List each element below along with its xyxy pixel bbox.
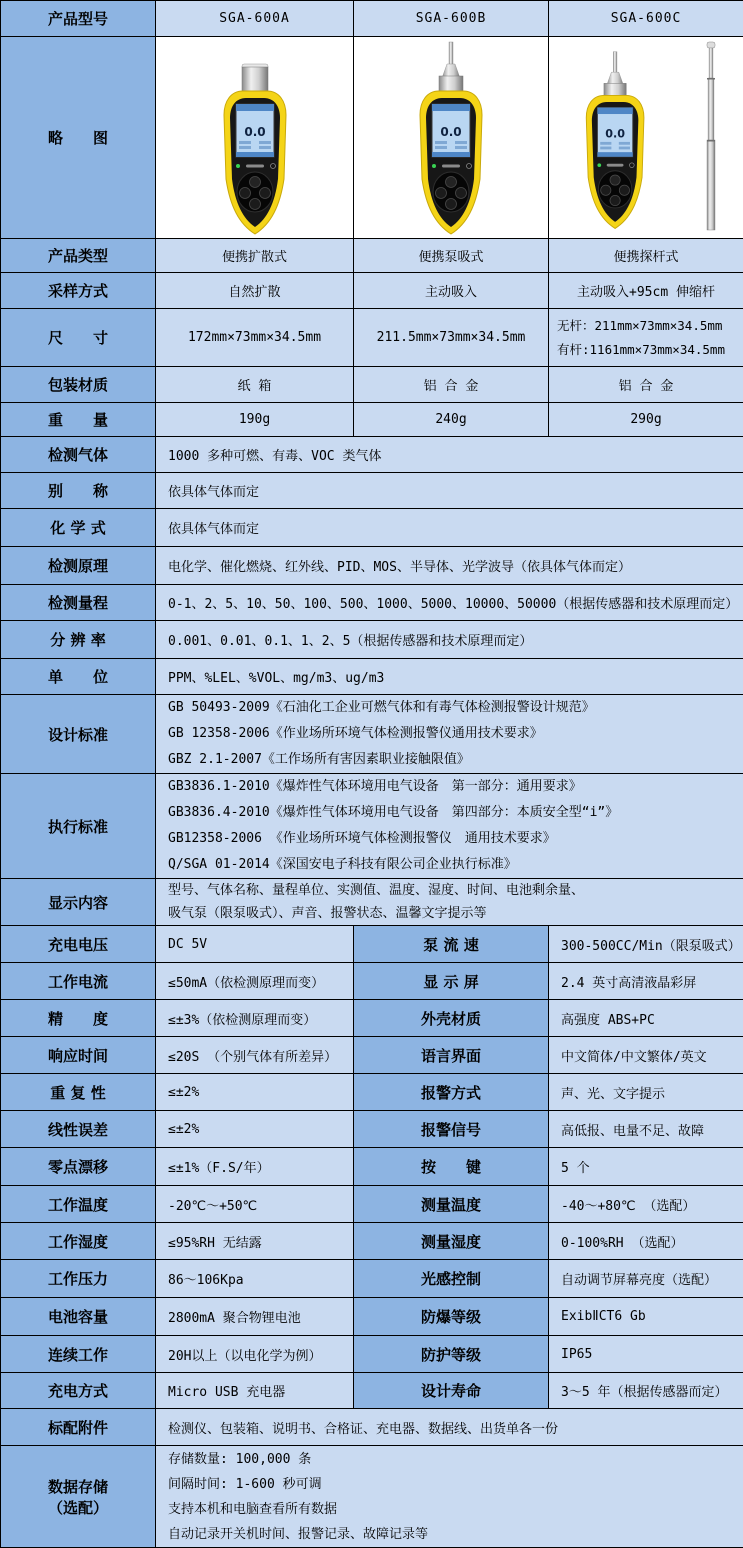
spec-value-cell: 0-100%RH （选配） bbox=[549, 1223, 743, 1260]
row-working-humidity-measure-humidity bbox=[1, 1223, 743, 1260]
spec-label-cell bbox=[1, 1446, 156, 1548]
led-indicator bbox=[597, 163, 601, 167]
spec-label-cell: 单 位 bbox=[1, 659, 156, 695]
row-repeatability-alarm-mode bbox=[1, 1074, 743, 1111]
model-b: SGA-600B bbox=[354, 1, 549, 37]
spec-label-cell: 光感控制 bbox=[354, 1260, 549, 1298]
row-working-current-display bbox=[1, 963, 743, 1000]
spec-label-cell: 设计寿命 bbox=[354, 1373, 549, 1409]
row-resolution bbox=[1, 621, 743, 659]
label-product-model: 产品型号 bbox=[1, 1, 156, 37]
spec-label-cell: 工作温度 bbox=[1, 1186, 156, 1223]
lcd-screen bbox=[597, 107, 632, 156]
data-storage-line: 间隔时间: 1-600 秒可调 bbox=[168, 1472, 739, 1497]
spec-label-cell: 报警方式 bbox=[354, 1074, 549, 1111]
control-pad bbox=[237, 172, 273, 212]
screen-reading: 0.0 bbox=[605, 127, 625, 140]
row-battery-explosion-rating bbox=[1, 1298, 743, 1336]
spec-value-cell: 1000 多种可燃、有毒、VOC 类气体 bbox=[156, 437, 743, 473]
spec-value-cell: 检测仪、包装箱、说明书、合格证、充电器、数据线、出货单各一份 bbox=[156, 1409, 743, 1446]
spec-value-cell: ≤50mA（依检测原理而变） bbox=[156, 963, 354, 1000]
spec-label-cell: 化 学 式 bbox=[1, 509, 156, 547]
device-image-b bbox=[354, 37, 549, 239]
data-storage-label-line: （选配） bbox=[1, 1497, 155, 1518]
spec-label-cell: 显 示 屏 bbox=[354, 963, 549, 1000]
spec-label-cell: 防护等级 bbox=[354, 1336, 549, 1373]
spec-label-cell: 电池容量 bbox=[1, 1298, 156, 1336]
spec-label-cell: 响应时间 bbox=[1, 1037, 156, 1074]
device-b-illustration bbox=[381, 40, 521, 236]
spec-value-cell: 铝 合 金 bbox=[354, 367, 549, 403]
spec-value-cell: 5 个 bbox=[549, 1148, 743, 1186]
spec-label-cell: 重 复 性 bbox=[1, 1074, 156, 1111]
standard-line: GB3836.1-2010《爆炸性气体环境用电气设备 第一部分：通用要求》 bbox=[168, 774, 739, 800]
spec-value-cell: 铝 合 金 bbox=[549, 367, 743, 403]
row-weight bbox=[1, 403, 743, 437]
spec-value-cell: Micro USB 充电器 bbox=[156, 1373, 354, 1409]
spec-value-cell: 2.4 英寸高清液晶彩屏 bbox=[549, 963, 743, 1000]
brand-label bbox=[442, 164, 460, 167]
spec-value-cell: ≤±1%（F.S/年） bbox=[156, 1148, 354, 1186]
row-accessories bbox=[1, 1409, 743, 1446]
spec-label-cell: 零点漂移 bbox=[1, 1148, 156, 1186]
spec-value-cell: ≤±2% bbox=[156, 1074, 354, 1111]
lcd-screen bbox=[236, 104, 274, 157]
dimension-line: 无杆：211mm×73mm×34.5mm bbox=[549, 314, 743, 338]
spec-value-cell bbox=[156, 1446, 743, 1548]
spec-value-cell: 依具体气体而定 bbox=[156, 473, 743, 509]
spec-value-cell: 3～5 年（根据传感器而定） bbox=[549, 1373, 743, 1409]
spec-label-cell: 执行标准 bbox=[1, 774, 156, 879]
data-storage-line: 存储数量: 100,000 条 bbox=[168, 1447, 739, 1472]
spec-label-cell: 检测原理 bbox=[1, 547, 156, 585]
spec-label-cell: 包装材质 bbox=[1, 367, 156, 403]
display-content-line: 型号、气体名称、量程单位、实测值、温度、湿度、时间、电池剩余量、 bbox=[168, 879, 739, 902]
spec-value-cell: ≤95%RH 无结露 bbox=[156, 1223, 354, 1260]
row-display-content bbox=[1, 879, 743, 926]
standard-line: GBZ 2.1-2007《工作场所有害因素职业接触限值》 bbox=[168, 747, 739, 773]
standard-line: GB3836.4-2010《爆炸性气体环境用电气设备 第四部分：本质安全型“i”》 bbox=[168, 800, 739, 826]
spec-value-cell: -20℃～+50℃ bbox=[156, 1186, 354, 1223]
led-indicator bbox=[236, 164, 240, 168]
device-a-illustration bbox=[185, 40, 325, 236]
data-storage-label-line: 数据存储 bbox=[1, 1476, 155, 1497]
spec-label-cell: 工作电流 bbox=[1, 963, 156, 1000]
standard-line: GB 12358-2006《作业场所环境气体检测报警仪通用技术要求》 bbox=[168, 721, 739, 747]
row-alias bbox=[1, 473, 743, 509]
spec-value-cell: -40～+80℃ （选配） bbox=[549, 1186, 743, 1223]
spec-label-cell: 别 称 bbox=[1, 473, 156, 509]
spec-value-cell: 主动吸入 bbox=[354, 273, 549, 309]
standard-line: GB12358-2006 《作业场所环境气体检测报警仪 通用技术要求》 bbox=[168, 826, 739, 852]
spec-value-cell: 中文简体/中文繁体/英文 bbox=[549, 1037, 743, 1074]
spec-value-cell: 自动调节屏幕亮度（选配） bbox=[549, 1260, 743, 1298]
spec-label-cell: 防爆等级 bbox=[354, 1298, 549, 1336]
spec-value-cell: 依具体气体而定 bbox=[156, 509, 743, 547]
lcd-screen bbox=[432, 104, 470, 157]
row-accuracy-housing bbox=[1, 1000, 743, 1037]
spec-value-cell bbox=[156, 879, 743, 926]
spec-value-cell: IP65 bbox=[549, 1336, 743, 1373]
spec-label-cell: 线性误差 bbox=[1, 1111, 156, 1148]
spec-label-cell: 精 度 bbox=[1, 1000, 156, 1037]
spec-label-cell: 外壳材质 bbox=[354, 1000, 549, 1037]
row-charging-method-design-life bbox=[1, 1373, 743, 1409]
spec-value-cell: 便携扩散式 bbox=[156, 239, 354, 273]
row-packaging-material bbox=[1, 367, 743, 403]
spec-label-cell: 分 辨 率 bbox=[1, 621, 156, 659]
control-pad bbox=[433, 172, 469, 212]
spec-value-cell: 172mm×73mm×34.5mm bbox=[156, 309, 354, 367]
dimension-line: 有杆:1161mm×73mm×34.5mm bbox=[549, 338, 743, 362]
row-continuous-work-ip-rating bbox=[1, 1336, 743, 1373]
standard-line: Q/SGA 01-2014《深国安电子科技有限公司企业执行标准》 bbox=[168, 852, 739, 878]
spec-value-cell: 主动吸入+95cm 伸缩杆 bbox=[549, 273, 743, 309]
spec-label-cell: 工作湿度 bbox=[1, 1223, 156, 1260]
row-sampling-method bbox=[1, 273, 743, 309]
spec-value-cell: 211.5mm×73mm×34.5mm bbox=[354, 309, 549, 367]
spec-value-cell: 高强度 ABS+PC bbox=[549, 1000, 743, 1037]
spec-value-cell: 290g bbox=[549, 403, 743, 437]
spec-value-cell: ≤20S （个别气体有所差异） bbox=[156, 1037, 354, 1074]
control-pad bbox=[598, 170, 631, 207]
spec-label-cell: 按 键 bbox=[354, 1148, 549, 1186]
data-storage-line: 支持本机和电脑查看所有数据 bbox=[168, 1497, 739, 1522]
row-working-pressure-light-control bbox=[1, 1260, 743, 1298]
row-sketch bbox=[1, 37, 743, 239]
pump-probe bbox=[439, 42, 463, 92]
spec-label-cell: 尺 寸 bbox=[1, 309, 156, 367]
spec-label-cell: 语言界面 bbox=[354, 1037, 549, 1074]
spec-value-cell bbox=[156, 695, 743, 774]
brand-label bbox=[246, 164, 264, 167]
spec-label-cell: 检测气体 bbox=[1, 437, 156, 473]
spec-value-cell: 0-1、2、5、10、50、100、500、1000、5000、10000、50000（根据传感器和技术原理而定） bbox=[156, 585, 743, 621]
device-c-illustration bbox=[556, 40, 736, 236]
spec-value-cell: 20H以上（以电化学为例） bbox=[156, 1336, 354, 1373]
spec-value-cell: 高低报、电量不足、故障 bbox=[549, 1111, 743, 1148]
row-detection-principle bbox=[1, 547, 743, 585]
row-design-standards bbox=[1, 695, 743, 774]
device-image-c bbox=[549, 37, 743, 239]
spec-value-cell: 便携泵吸式 bbox=[354, 239, 549, 273]
display-content-line: 吸气泵（限泵吸式）、声音、报警状态、温馨文字提示等 bbox=[168, 902, 739, 925]
row-data-storage bbox=[1, 1446, 743, 1548]
spec-value-cell: 0.001、0.01、0.1、1、2、5（根据传感器和技术原理而定） bbox=[156, 621, 743, 659]
row-response-time-language bbox=[1, 1037, 743, 1074]
spec-value-cell: ExibⅡCT6 Gb bbox=[549, 1298, 743, 1336]
brand-label bbox=[607, 163, 624, 166]
spec-label-cell: 检测量程 bbox=[1, 585, 156, 621]
spec-label-cell: 报警信号 bbox=[354, 1111, 549, 1148]
data-storage-line: 自动记录开关机时间、报警记录、故障记录等 bbox=[168, 1522, 739, 1547]
spec-label-cell: 充电电压 bbox=[1, 926, 156, 963]
spec-label-cell: 泵 流 速 bbox=[354, 926, 549, 963]
spec-value-cell: 240g bbox=[354, 403, 549, 437]
spec-label-cell: 产品类型 bbox=[1, 239, 156, 273]
label-sketch: 略 图 bbox=[1, 37, 156, 239]
led-indicator bbox=[432, 164, 436, 168]
spec-value-cell: 便携探杆式 bbox=[549, 239, 743, 273]
spec-label-cell: 测量湿度 bbox=[354, 1223, 549, 1260]
row-detected-gas bbox=[1, 437, 743, 473]
spec-value-cell: DC 5V bbox=[156, 926, 354, 963]
row-detection-range bbox=[1, 585, 743, 621]
spec-label-cell: 测量温度 bbox=[354, 1186, 549, 1223]
spec-label-cell: 采样方式 bbox=[1, 273, 156, 309]
model-a: SGA-600A bbox=[156, 1, 354, 37]
spec-value-cell: 声、光、文字提示 bbox=[549, 1074, 743, 1111]
model-c: SGA-600C bbox=[549, 1, 743, 37]
device-image-a bbox=[156, 37, 354, 239]
spec-label-cell: 设计标准 bbox=[1, 695, 156, 774]
spec-value-cell: 自然扩散 bbox=[156, 273, 354, 309]
spec-value-cell: ≤±3%（依检测原理而变） bbox=[156, 1000, 354, 1037]
row-zero-drift-buttons bbox=[1, 1148, 743, 1186]
row-linearity-alarm-signal bbox=[1, 1111, 743, 1148]
row-charging-voltage-pump-flow bbox=[1, 926, 743, 963]
spec-value-cell: 300-500CC/Min（限泵吸式） bbox=[549, 926, 743, 963]
row-units bbox=[1, 659, 743, 695]
spec-label-cell: 工作压力 bbox=[1, 1260, 156, 1298]
spec-label-cell: 标配附件 bbox=[1, 1409, 156, 1446]
spec-value-cell: 86～106Kpa bbox=[156, 1260, 354, 1298]
telescopic-rod bbox=[707, 42, 715, 230]
row-dimensions bbox=[1, 309, 743, 367]
spec-value-cell: 纸 箱 bbox=[156, 367, 354, 403]
row-product-type bbox=[1, 239, 743, 273]
screen-reading: 0.0 bbox=[244, 125, 265, 139]
spec-value-cell: 电化学、催化燃烧、红外线、PID、MOS、半导体、光学波导（依具体气体而定） bbox=[156, 547, 743, 585]
row-chemical-formula bbox=[1, 509, 743, 547]
row-working-temp-measure-temp bbox=[1, 1186, 743, 1223]
spec-value-cell bbox=[549, 309, 743, 367]
spec-value-cell: PPM、%LEL、%VOL、mg/m3、ug/m3 bbox=[156, 659, 743, 695]
spec-label-cell: 显示内容 bbox=[1, 879, 156, 926]
spec-value-cell: ≤±2% bbox=[156, 1111, 354, 1148]
spec-label-cell: 连续工作 bbox=[1, 1336, 156, 1373]
spec-value-cell bbox=[156, 774, 743, 879]
sensor-cap bbox=[242, 64, 268, 92]
screen-reading: 0.0 bbox=[440, 125, 461, 139]
pump-probe bbox=[604, 51, 626, 97]
spec-label-cell: 充电方式 bbox=[1, 1373, 156, 1409]
spec-value-cell: 2800mA 聚合物锂电池 bbox=[156, 1298, 354, 1336]
row-product-model bbox=[1, 1, 743, 37]
spec-value-cell: 190g bbox=[156, 403, 354, 437]
standard-line: GB 50493-2009《石油化工企业可燃气体和有毒气体检测报警设计规范》 bbox=[168, 695, 739, 721]
spec-label-cell: 重 量 bbox=[1, 403, 156, 437]
row-executive-standards bbox=[1, 774, 743, 879]
